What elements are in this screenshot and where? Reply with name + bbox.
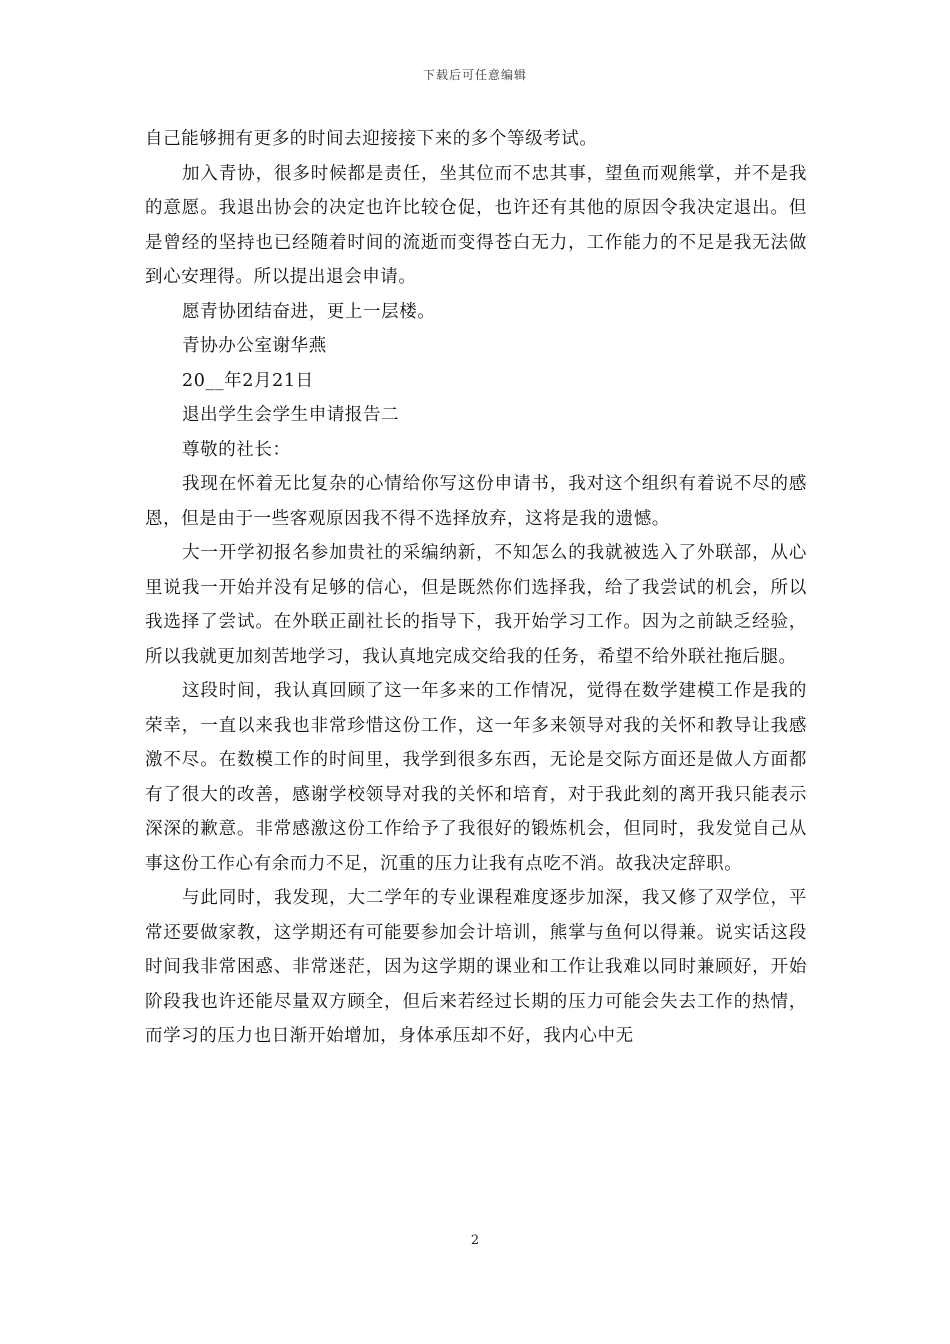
paragraph-11: 与此同时，我发现，大二学年的专业课程难度逐步加深，我又修了双学位，平常还要做家教，这学期还有可能要参加会计培训，熊掌与鱼何以得兼。说实话这段时间我非常困惑、非常迷茫，因为这学期的课业和工作让我难以同时兼顾好，开始阶段我也许还能尽量双方顾全，但后来若经过长期的压力可能会失去工作的热情，而学习的压力也日渐开始增加，身体承压却不好，我内心中无 xyxy=(145,888,807,1046)
salutation: 尊敬的社长： xyxy=(182,439,291,460)
document-body xyxy=(145,122,807,1054)
paragraph-2: 加入青协，很多时候都是责任，坐其位而不忠其事，望鱼而观熊掌，并不是我的意愿。我退出协会的决定也许比较仓促，也许还有其他的原因令我决定退出。但是曾经的坚持也已经随着时间的流逝而变得苍白无力，工作能力的不足是我无法做到心安理得。所以提出退会申请。 xyxy=(145,163,807,287)
paragraph-10: 这段时间，我认真回顾了这一年多来的工作情况，觉得在数学建模工作是我的荣幸，一直以来我也非常珍惜这份工作，这一年多来领导对我的关怀和教导让我感激不尽。在数模工作的时间里，我学到很多东西，无论是交际方面还是做人方面都有了很大的改善，感谢学校领导对我的关怀和培育，对于我此刻的离开我只能表示深深的歉意。非常感激这份工作给予了我很好的锻炼机会，但同时，我发觉自己从事这份工作心有余而力不足，沉重的压力让我有点吃不消。故我决定辞职。 xyxy=(145,681,807,874)
paragraph-3: 愿青协团结奋进，更上一层楼。 xyxy=(182,301,436,322)
section-title: 退出学生会学生申请报告二 xyxy=(182,405,400,425)
paragraph-9: 大一开学初报名参加贵社的采编纳新，不知怎么的我就被选入了外联部，从心里说我一开始并没有足够的信心，但是既然你们选择我，给了我尝试的机会，所以我选择了尝试。在外联正副社长的指导下，我开始学习工作。因为之前缺乏经验，所以我就更加刻苦地学习，我认真地完成交给我的任务，希望不给外联社拖后腿。 xyxy=(145,543,807,667)
paragraph-8: 我现在怀着无比复杂的心情给你写这份申请书，我对这个组织有着说不尽的感恩，但是由于一些客观原因我不得不选择放弃，这将是我的遗憾。 xyxy=(145,474,807,529)
signature-name: 青协办公室谢华燕 xyxy=(182,336,327,356)
signature-date: 20__年2月21日 xyxy=(182,370,314,391)
paragraph-1: 自己能够拥有更多的时间去迎接接下来的多个等级考试。 xyxy=(145,129,598,149)
page-number: 2 xyxy=(470,1233,480,1248)
page-header-note: 下载后可任意编辑 xyxy=(422,68,527,82)
